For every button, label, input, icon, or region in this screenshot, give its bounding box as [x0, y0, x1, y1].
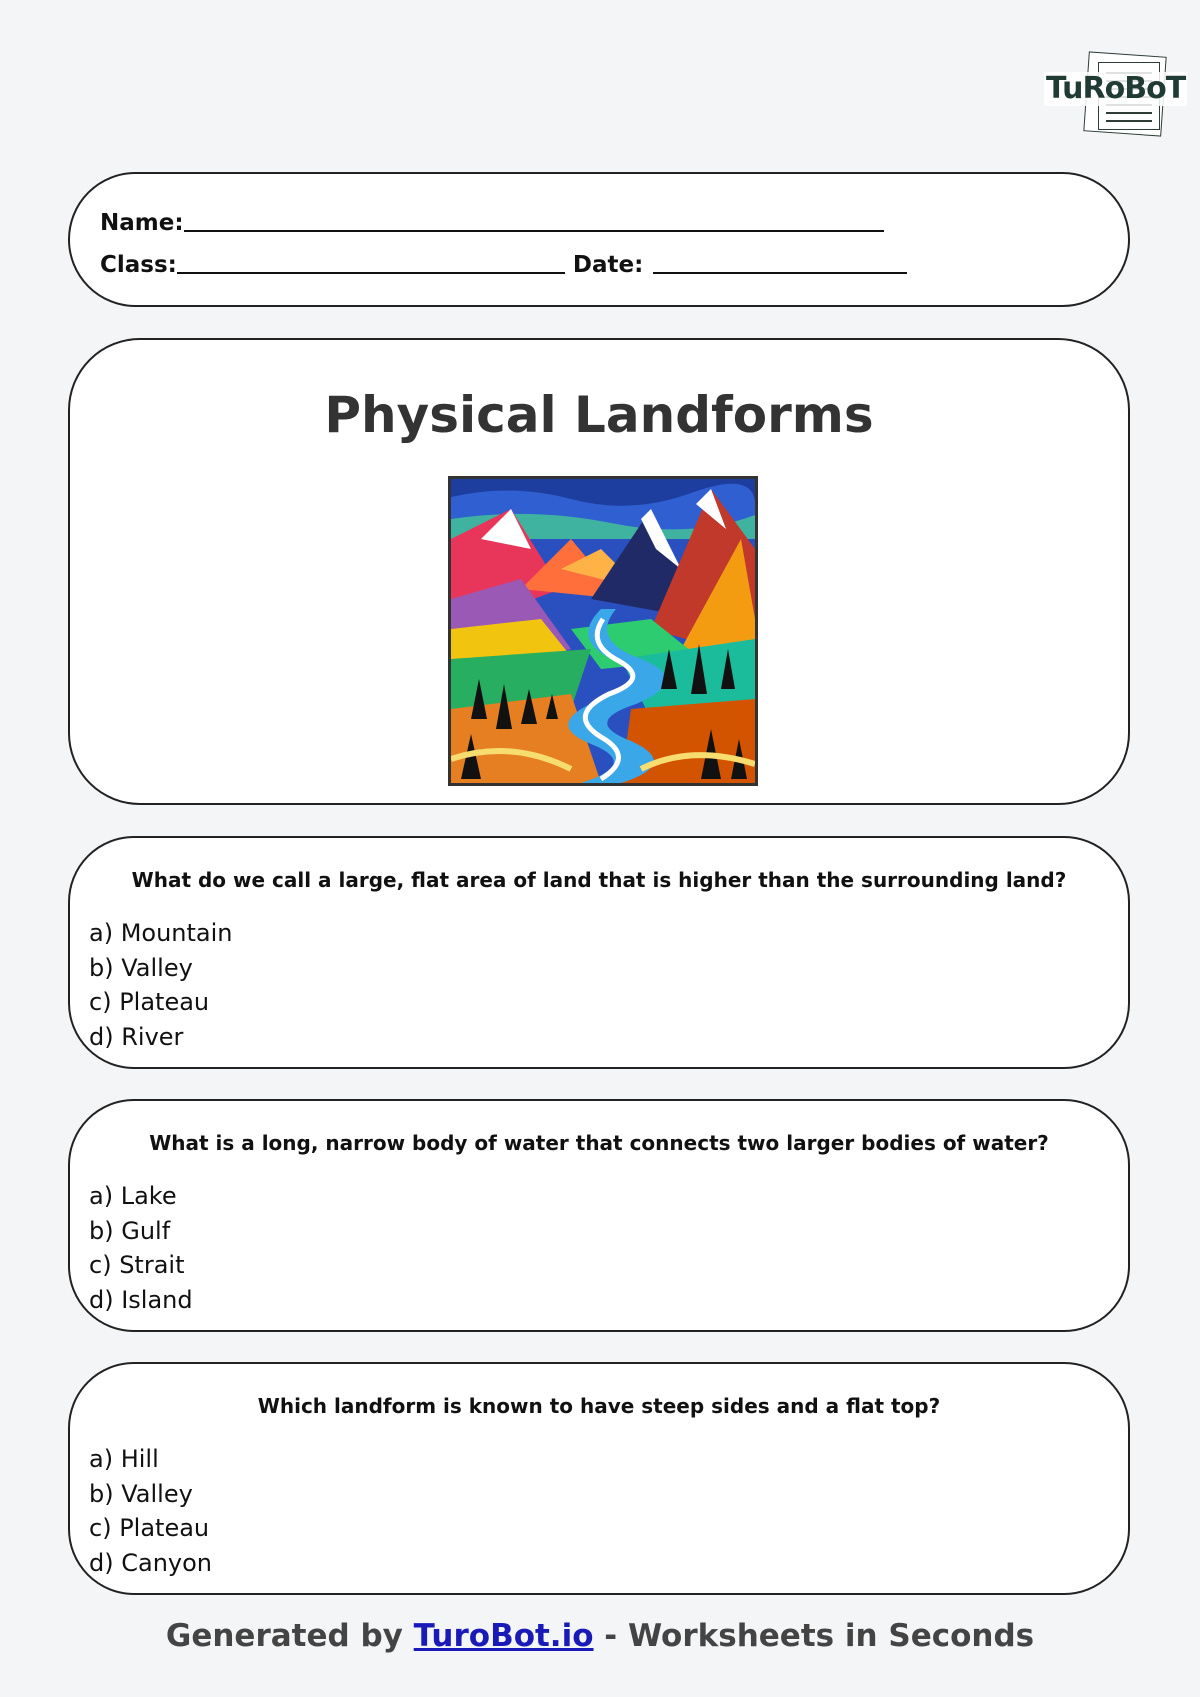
answer-option[interactable]: b) Valley [89, 1479, 193, 1508]
footer-suffix: - Worksheets in Seconds [593, 1618, 1035, 1654]
landscape-illustration [448, 476, 758, 786]
date-label: Date: [572, 252, 644, 278]
answer-option[interactable]: b) Valley [89, 953, 193, 982]
question-text: Which landform is known to have steep sides and a flat top? [257, 1394, 941, 1418]
answer-option[interactable]: b) Gulf [89, 1216, 171, 1245]
name-label: Name: [100, 210, 184, 236]
answer-option[interactable]: c) Strait [89, 1251, 185, 1279]
answer-options [89, 1179, 193, 1317]
class-field[interactable] [177, 270, 565, 274]
answer-option[interactable]: c) Plateau [89, 1514, 210, 1542]
answer-option[interactable]: d) Island [89, 1285, 193, 1314]
name-row [100, 210, 884, 236]
turobot-link[interactable]: TuroBot.io [413, 1618, 594, 1654]
question-text: What is a long, narrow body of water that connects two larger bodies of water? [149, 1131, 1049, 1155]
answer-option[interactable]: a) Hill [89, 1445, 159, 1473]
answer-option[interactable]: a) Lake [89, 1182, 177, 1210]
answer-options [89, 1442, 212, 1580]
answer-option[interactable]: d) Canyon [89, 1548, 212, 1577]
turobot-logo [1044, 52, 1186, 136]
answer-option[interactable]: c) Plateau [89, 988, 210, 1016]
class-date-row [100, 252, 907, 278]
logo-wordmark: TuRoBoT [1046, 71, 1186, 106]
student-info-box [68, 172, 1130, 307]
question-box-3 [68, 1362, 1130, 1595]
question-text: What do we call a large, flat area of land that is higher than the surrounding land? [131, 868, 1067, 892]
footer-prefix: Generated by [165, 1618, 414, 1654]
question-box-1 [68, 836, 1130, 1069]
question-box-2 [68, 1099, 1130, 1332]
answer-options [89, 916, 233, 1054]
name-field[interactable] [184, 228, 884, 232]
class-label: Class: [100, 252, 177, 278]
footer [0, 1618, 1200, 1654]
answer-option[interactable]: a) Mountain [89, 919, 233, 947]
title-box [68, 338, 1130, 805]
worksheet-title: Physical Landforms [324, 386, 874, 444]
date-field[interactable] [653, 270, 907, 274]
answer-option[interactable]: d) River [89, 1022, 184, 1051]
